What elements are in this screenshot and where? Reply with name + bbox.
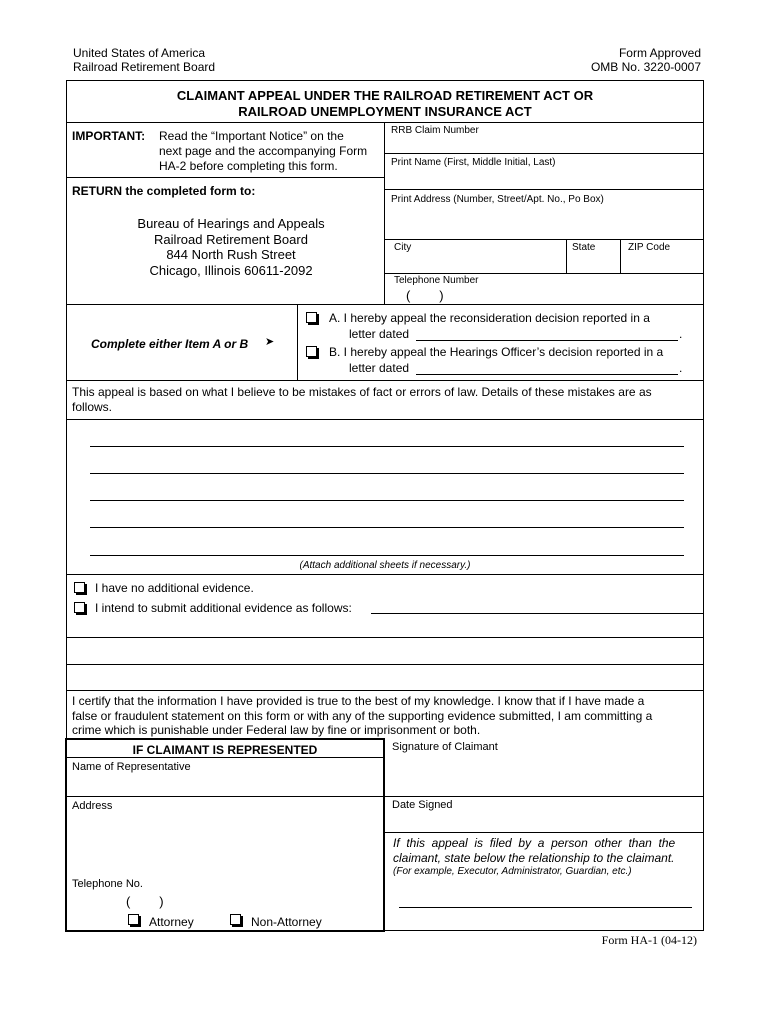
- signature-label: Signature of Claimant: [392, 741, 498, 753]
- other-filer-line1: If this appeal is filed by a person other than the: [393, 836, 676, 850]
- board-name: Railroad Retirement Board: [73, 60, 216, 74]
- city-label: City: [394, 242, 412, 253]
- non-attorney-checkbox[interactable]: [230, 914, 241, 925]
- basis-line2: follows.: [72, 400, 113, 414]
- details-line-3[interactable]: [90, 500, 684, 501]
- representative-name-label: Name of Representative: [72, 761, 191, 773]
- other-filer-example: (For example, Executor, Administrator, Guardian, etc.): [393, 866, 632, 877]
- attorney-checkbox[interactable]: [128, 914, 139, 925]
- state-input[interactable]: [567, 254, 619, 272]
- claim-number-input[interactable]: [385, 136, 703, 154]
- submit-evidence-label: I intend to submit additional evidence as follows:: [95, 601, 352, 615]
- representative-area-code[interactable]: ( ): [126, 894, 164, 909]
- evidence-extra-line-2[interactable]: [67, 665, 703, 689]
- form-id: Form HA-1 (04-12): [601, 933, 697, 947]
- signature-input[interactable]: [387, 755, 703, 795]
- no-evidence-checkbox[interactable]: [74, 582, 85, 593]
- basis-line1: This appeal is based on what I believe to be mistakes of fact or errors of law. Details of these mistakes are as: [72, 385, 652, 399]
- item-b-period: .: [679, 361, 683, 375]
- print-name-label: Print Name (First, Middle Initial, Last): [391, 157, 556, 168]
- return-address-line4: Chicago, Illinois 60611-2092: [149, 263, 313, 278]
- item-b-checkbox[interactable]: [306, 346, 317, 357]
- evidence-description-line[interactable]: [371, 613, 704, 614]
- form-approved: Form Approved: [618, 46, 701, 60]
- certify-line1: I certify that the information I have provided is true to the best of my knowledge. I know that if I have made a: [72, 694, 645, 708]
- attorney-label: Attorney: [149, 915, 194, 929]
- representative-name-input[interactable]: [68, 775, 382, 795]
- telephone-area-code[interactable]: ( ): [406, 288, 444, 303]
- representative-address-label: Address: [72, 800, 113, 812]
- item-b-text: B. I hereby appeal the Hearings Officer’s decision reported in a: [329, 345, 664, 359]
- item-b-date-line[interactable]: [416, 374, 678, 375]
- city-input[interactable]: [385, 254, 565, 272]
- print-address-label: Print Address (Number, Street/Apt. No., Po Box): [391, 194, 604, 205]
- print-address-input[interactable]: [385, 206, 703, 238]
- important-line3: HA-2 before completing this form.: [159, 159, 338, 173]
- details-line-1[interactable]: [90, 446, 684, 447]
- item-b-letter-dated-label: letter dated: [349, 361, 410, 375]
- important-label: IMPORTANT:: [72, 129, 146, 143]
- certify-line3: crime which is punishable under Federal law by fine or imprisonment or both.: [72, 723, 481, 737]
- return-address-line3: 844 North Rush Street: [166, 247, 296, 262]
- details-line-4[interactable]: [90, 527, 684, 528]
- print-name-input[interactable]: [385, 169, 703, 189]
- non-attorney-label: Non-Attorney: [251, 915, 322, 929]
- omb-number: OMB No. 3220-0007: [590, 60, 701, 74]
- return-label: RETURN the completed form to:: [72, 184, 256, 198]
- details-line-5[interactable]: [90, 555, 684, 556]
- item-a-date-line[interactable]: [416, 340, 678, 341]
- evidence-extra-line-1[interactable]: [67, 638, 703, 663]
- agency-name: United States of America: [73, 46, 206, 60]
- representative-telephone-label: Telephone No.: [72, 878, 143, 890]
- telephone-label: Telephone Number: [394, 275, 479, 286]
- date-signed-input[interactable]: [387, 813, 703, 831]
- zip-input[interactable]: [621, 254, 703, 272]
- return-address-line2: Railroad Retirement Board: [154, 232, 308, 247]
- no-evidence-label: I have no additional evidence.: [95, 581, 254, 595]
- form-title-line2: RAILROAD UNEMPLOYMENT INSURANCE ACT: [238, 104, 532, 119]
- details-line-2[interactable]: [90, 473, 684, 474]
- state-label: State: [572, 242, 596, 253]
- item-a-period: .: [679, 327, 683, 341]
- other-filer-line2: claimant, state below the relationship to the claimant.: [393, 851, 675, 865]
- important-line2: next page and the accompanying Form: [159, 144, 368, 158]
- certify-line2: false or fraudulent statement on this form or with any of the supporting evidence submitted, I am committing a: [72, 709, 653, 723]
- arrow-right-icon: ➤: [265, 336, 275, 348]
- item-a-text: A. I hereby appeal the reconsideration decision reported in a: [329, 311, 650, 325]
- important-line1: Read the “Important Notice” on the: [159, 129, 344, 143]
- date-signed-label: Date Signed: [392, 799, 453, 811]
- submit-evidence-checkbox[interactable]: [74, 602, 85, 613]
- representative-address-input[interactable]: [68, 815, 382, 873]
- form-title-line1: CLAIMANT APPEAL UNDER THE RAILROAD RETIREMENT ACT OR: [176, 88, 594, 103]
- relationship-line[interactable]: [399, 907, 692, 908]
- return-address-line1: Bureau of Hearings and Appeals: [137, 216, 325, 231]
- claim-number-label: RRB Claim Number: [391, 125, 479, 136]
- zip-label: ZIP Code: [628, 242, 671, 253]
- representative-heading: IF CLAIMANT IS REPRESENTED: [132, 743, 318, 757]
- item-a-letter-dated-label: letter dated: [349, 327, 410, 341]
- attach-note: (Attach additional sheets if necessary.): [299, 560, 471, 571]
- item-a-checkbox[interactable]: [306, 312, 317, 323]
- choice-instruction: Complete either Item A or B: [91, 337, 249, 351]
